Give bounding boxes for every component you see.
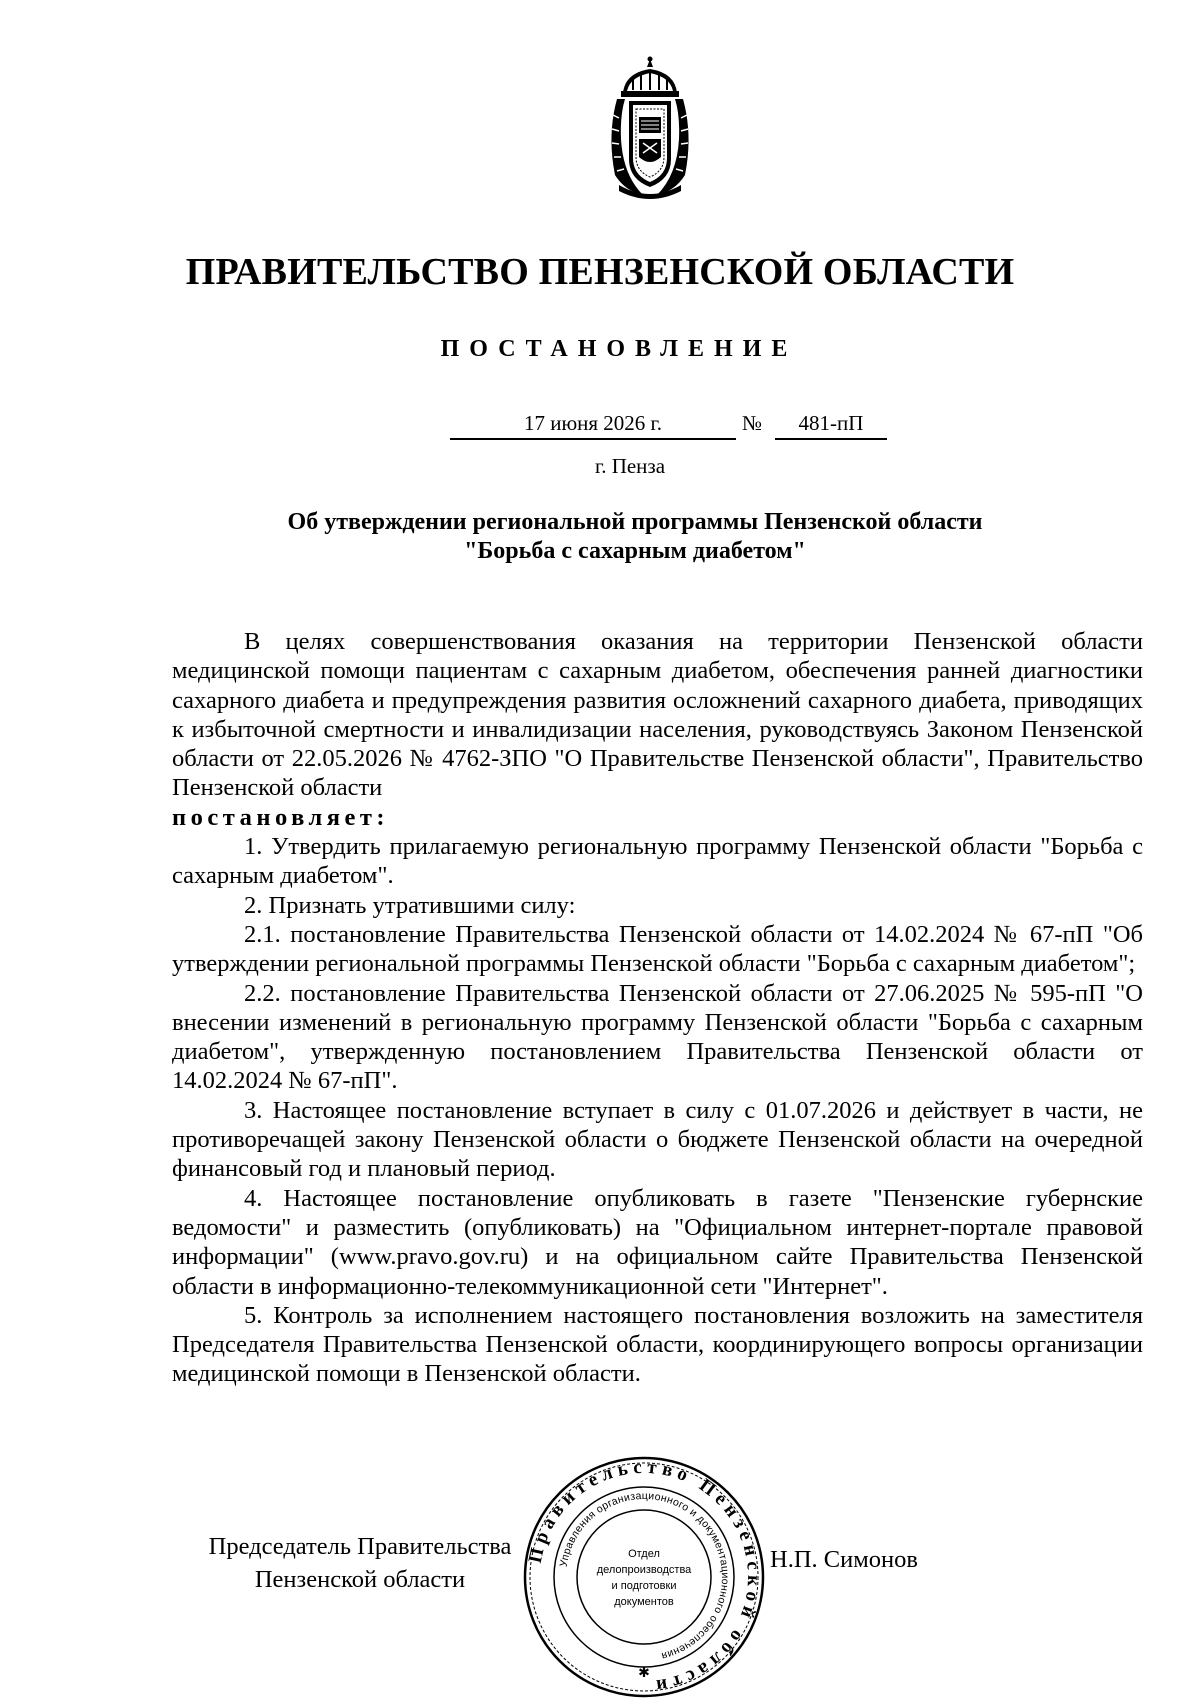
seal-center-line-4: документов — [614, 1596, 674, 1608]
seal-center-line-2: делопроизводства — [596, 1564, 692, 1576]
seal-outer-text: Правительство Пензенской области — [524, 1456, 765, 1697]
document-city: г. Пенза — [594, 454, 666, 478]
subject-line-2: "Борьба с сахарным диабетом" — [464, 538, 806, 564]
number-sign: № — [742, 411, 763, 435]
clause-3: 3. Настоящее постановление вступает в силу с 01.07.2026 и действует в части, не противоречащей закону Пензенской области о бюджете Пензенской области на очередной финансовый год и плановый период. — [172, 1096, 1143, 1183]
subject-line-1: Об утверждении региональной программы Пензенской области — [287, 509, 983, 535]
preamble-paragraph: В целях совершенствования оказания на территории Пензенской области медицинской помощи пациентам с сахарным диабетом, обеспечения ранней диагностики сахарного диабета и предупреждения развития осложнений сахарного диабета, приводящих к избыточной смертности и инвалидизации населения, руководствуясь Законом Пензенской области от 22.05.2026 № 4762-ЗПО "О Правительстве Пензенской области", Правительство Пензенской области — [172, 628, 1143, 802]
seal-center-line-3: и подготовки — [611, 1580, 677, 1592]
document-body — [172, 627, 1143, 1389]
clause-1: 1. Утвердить прилагаемую региональную программу Пензенской области "Борьба с сахарным диабетом". — [172, 833, 1143, 890]
organization-title: ПРАВИТЕЛЬСТВО ПЕНЗЕНСКОЙ ОБЛАСТИ — [185, 251, 1015, 293]
signatory-position — [180, 1530, 540, 1596]
document-date: 17 июня 2026 г. — [450, 410, 736, 440]
seal-middle-text: Управления организационного и документационного обеспечения — [557, 1489, 732, 1662]
document-type: ПОСТАНОВЛЕНИЕ — [440, 336, 798, 362]
seal-star-icon: ✱ — [638, 1665, 650, 1681]
clause-4: 4. Настоящее постановление опубликовать в газете "Пензенские губернские ведомости" и разместить (опубликовать) на "Официальном интернет-портале правовой информации" (www.pravo.gov.ru) и на официальном сайте Правительства Пензенской области в информационно-телекоммуникационной сети "Интернет". — [172, 1184, 1143, 1300]
clause-2: 2. Признать утратившими силу: — [244, 891, 576, 919]
signatory-position-line-1: Председатель Правительства — [208, 1533, 512, 1560]
clause-2-2: 2.2. постановление Правительства Пензенской области от 27.06.2025 № 595-пП "О внесении изменений в региональную программу Пензенской области "Борьба с сахарным диабетом", утвержденную постановлением Правительства Пензенской области от 14.02.2024 № 67-пП". — [172, 979, 1143, 1095]
document-subject — [170, 508, 1100, 566]
signatory-name: Н.П. Симонов — [770, 1546, 918, 1573]
decree-word-paragraph — [172, 803, 1143, 832]
official-seal-icon — [522, 1455, 766, 1699]
decree-word: постановляет: — [172, 803, 390, 831]
coat-of-arms-icon — [603, 55, 697, 200]
signatory-position-line-2: Пензенской области — [254, 1566, 466, 1593]
seal-center-line-1: Отдел — [628, 1548, 660, 1560]
clause-2-1: 2.1. постановление Правительства Пензенской области от 14.02.2024 № 67-пП "Об утверждении региональной программы Пензенской области "Борьба с сахарным диабетом"; — [172, 920, 1143, 978]
clause-5: 5. Контроль за исполнением настоящего постановления возложить на заместителя Председателя Правительства Пензенской области, координирующего вопросы организации медицинской помощи в Пензенской области. — [172, 1301, 1143, 1388]
document-number: 481-пП — [775, 410, 887, 440]
